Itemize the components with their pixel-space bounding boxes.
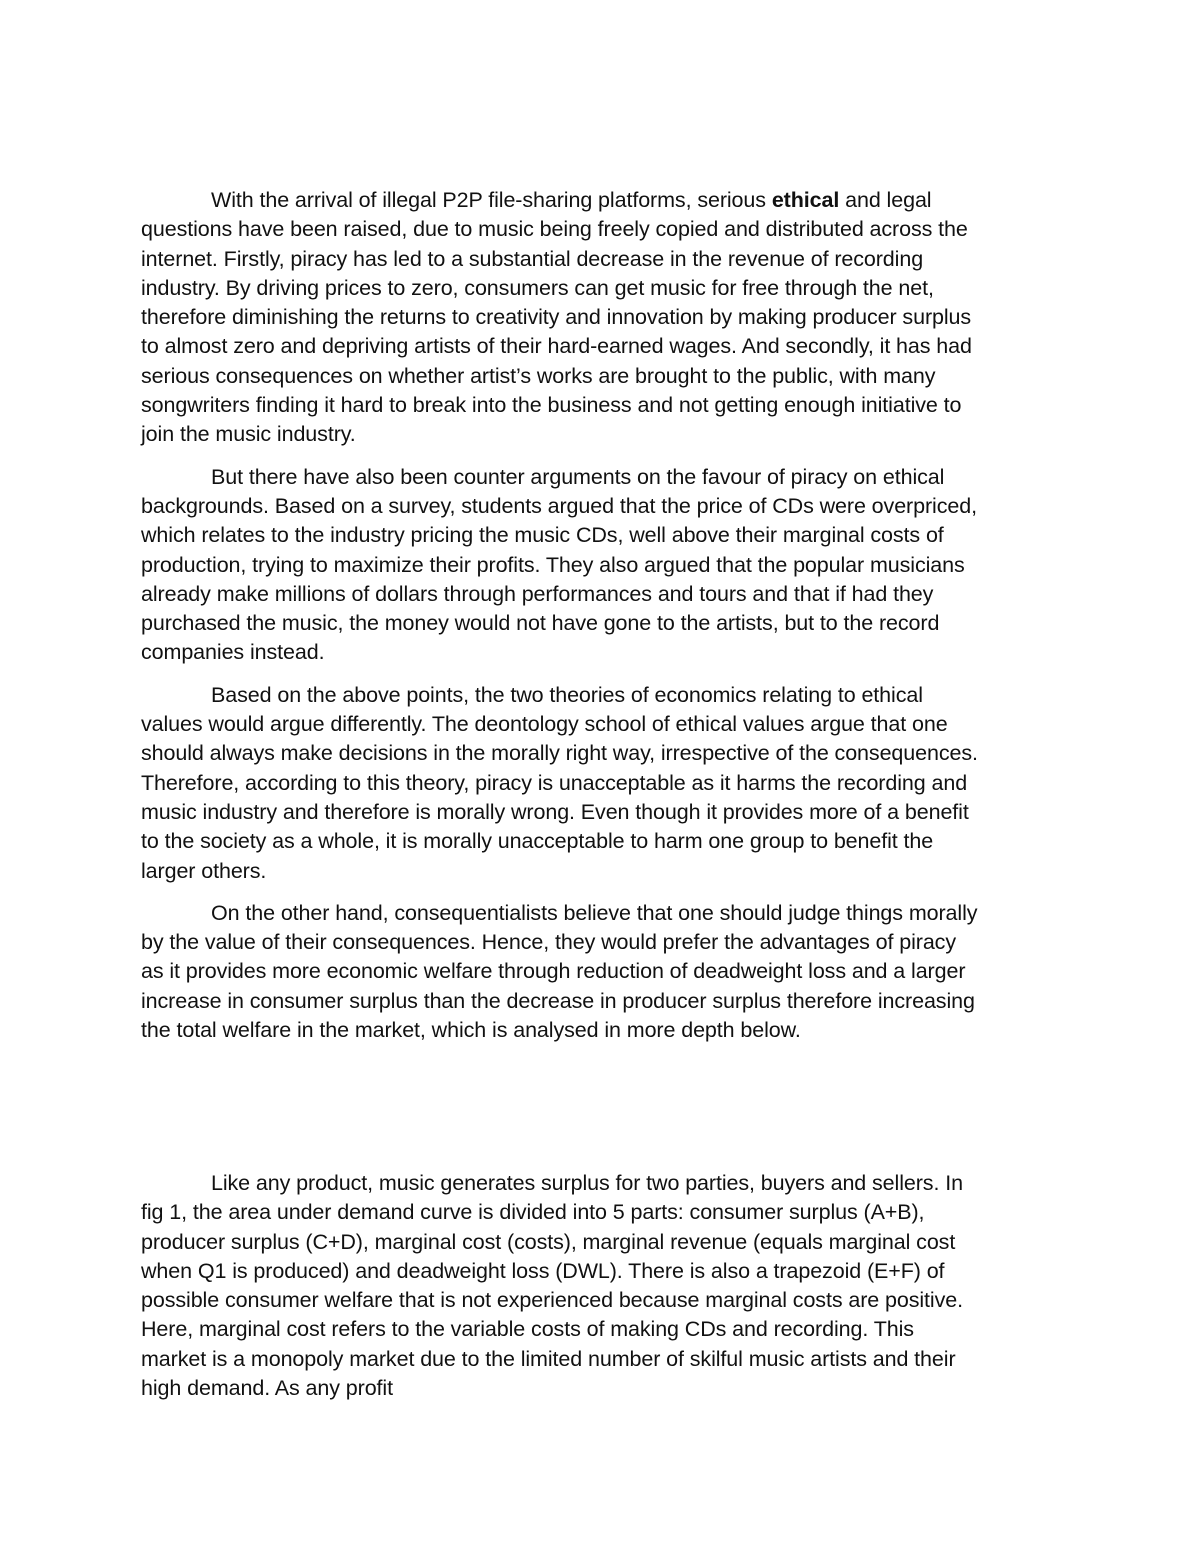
paragraph-text: With the arrival of illegal P2P file-sharing platforms, serious (211, 188, 772, 212)
body-text-top (141, 186, 981, 1058)
paragraph-counter-arguments: But there have also been counter arguments on the favour of piracy on ethical backgrounds. Based on a survey, students argued that the price of CDs were overpriced, which relates to the industry pricing the music CDs, well above their marginal costs of production, trying to maximize their profits. They also argued that the popular musicians already make millions of dollars through performances and tours and that if had they purchased the music, the money would not have gone to the artists, but to the record companies instead. (141, 464, 977, 665)
paragraph-text: and legal questions have been raised, due to music being freely copied and distributed across the internet. Firstly, piracy has led to a substantial decrease in the revenue of recording industry. By driving prices to zero, consumers can get music for free through the net, therefore diminishing the returns to creativity and innovation by making producer surplus to almost zero and depriving artists of their hard-earned wages. And secondly, it has had serious consequences on whether artist’s works are brought to the public, with many songwriters finding it hard to break into the business and not getting enough initiative to join the music industry. (141, 188, 972, 447)
bold-word-ethical: ethical (771, 188, 840, 212)
paragraph-consequentialists: On the other hand, consequentialists believe that one should judge things morally by the value of their consequences. Hence, they would prefer the advantages of piracy as it provides more economic welfare through reduction of deadweight loss and a larger increase in consumer surplus than the decrease in producer surplus therefore increasing the total welfare in the market, which is analysed in more depth below. (141, 900, 978, 1043)
paragraph-deontology: Based on the above points, the two theories of economics relating to ethical values would argue differently. The deontology school of ethical values argue that one should always make decisions in the morally right way, irrespective of the consequences. Therefore, according to this theory, piracy is unacceptable as it harms the recording and music industry and therefore is morally wrong. Even though it provides more of a benefit to the society as a whole, it is morally unacceptable to harm one group to benefit the larger others. (141, 682, 978, 883)
paragraph-piracy-ethics (141, 186, 981, 450)
paragraph-surplus-analysis: Like any product, music generates surplus for two parties, buyers and sellers. In fig 1, the area under demand curve is divided into 5 parts: consumer surplus (A+B), producer surplus (C+D), marginal cost (costs), marginal revenue (equals marginal cost when Q1 is produced) and deadweight loss (DWL). There is also a trapezoid (E+F) of possible consumer welfare that is not experienced because marginal costs are positive. Here, marginal cost refers to the variable costs of making CDs and recording. This market is a monopoly market due to the limited number of skilful music artists and their high demand. As any profit (141, 1171, 963, 1401)
body-text-bottom (141, 1169, 981, 1416)
